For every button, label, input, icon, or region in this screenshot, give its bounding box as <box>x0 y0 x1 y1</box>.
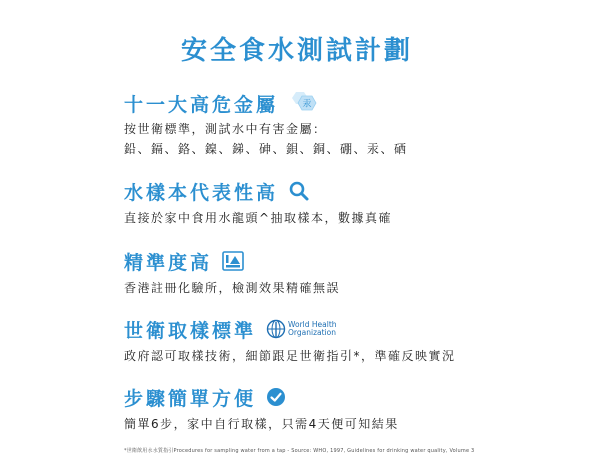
who-logo-icon <box>266 319 337 339</box>
section-title: 步驟簡單方便 <box>124 387 257 410</box>
lab-analysis-icon <box>222 251 244 271</box>
section-heading <box>124 178 392 204</box>
section-heading <box>124 90 408 116</box>
section-text-line: 香港註冊化驗所，檢測效果精確無誤 <box>124 281 341 295</box>
footnote: *世衛飲用水水質指引Procedures for sampling water from a tap - Source: WHO, 1997, Guidelines for drinking water quality, Volume 3 <box>124 448 475 454</box>
magnifier-icon <box>288 180 310 202</box>
section-text-line: 鉛、鎘、鉻、鎳、銻、砷、鋇、銅、硼、汞、硒 <box>124 142 408 156</box>
svg-text:汞: 汞 <box>302 99 312 110</box>
section-text-line: 直接於家中食用水龍頭^抽取樣本，數據真確 <box>124 211 393 225</box>
section-heavy-metals <box>124 90 408 159</box>
section-heading <box>124 384 399 410</box>
section-title: 十一大高危金屬 <box>124 93 279 116</box>
mercury-element-icon <box>288 90 318 116</box>
section-simple-steps <box>124 384 399 434</box>
section-title: 水樣本代表性高 <box>124 181 279 204</box>
section-accuracy <box>124 248 340 298</box>
section-title: 精準度高 <box>124 251 213 274</box>
section-who-standard <box>124 316 456 366</box>
section-text-line: 政府認可取樣技術，細節跟足世衛指引*，準確反映實況 <box>124 349 456 363</box>
section-text-line: 簡單6步，家中自行取樣，只需4天便可知結果 <box>124 417 399 431</box>
check-circle-icon <box>266 387 286 407</box>
section-title: 世衛取樣標準 <box>124 319 257 342</box>
section-sample-representative <box>124 178 392 228</box>
section-heading <box>124 248 340 274</box>
section-text-line: 按世衛標準，測試水中有害金屬： <box>124 122 327 136</box>
section-heading <box>124 316 456 342</box>
who-logo-text: World Health Organization <box>288 320 337 337</box>
page-title: 安全食水測試計劃 <box>180 36 413 66</box>
